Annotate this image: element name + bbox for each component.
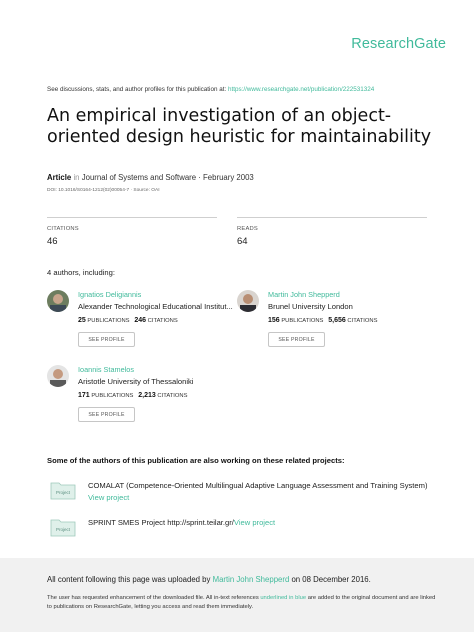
discussion-text: See discussions, stats, and author profiles for this publication at: xyxy=(47,86,228,93)
author-card xyxy=(237,290,437,350)
project-icon xyxy=(50,480,76,500)
author-card xyxy=(47,365,247,425)
avatar[interactable] xyxy=(47,365,69,387)
citations-label: CITATIONS xyxy=(147,318,178,324)
author-publications-count: 156 xyxy=(268,317,280,324)
uploader-link[interactable]: Martin John Shepperd xyxy=(212,575,290,584)
see-profile-button[interactable]: SEE PROFILE xyxy=(78,407,135,422)
article-meta xyxy=(47,173,254,182)
researchgate-logo[interactable]: ResearchGate xyxy=(351,36,446,52)
author-stats xyxy=(78,392,187,399)
author-name[interactable]: Ioannis Stamelos xyxy=(78,365,134,374)
citations-label: CITATIONS xyxy=(47,226,79,232)
project-item xyxy=(50,480,450,510)
project-title: COMALAT (Competence-Oriented Multilingual Adaptive Language Assessment and Training System) xyxy=(88,481,428,490)
publications-label: PUBLICATIONS xyxy=(91,393,134,399)
publications-label: PUBLICATIONS xyxy=(281,318,324,324)
enhancement-notice xyxy=(47,594,437,612)
project-icon xyxy=(50,517,76,537)
project-icon-label: Project xyxy=(55,527,71,532)
author-publications-count: 25 xyxy=(78,317,86,324)
project-title: SPRINT SMES Project http://sprint.teilar.gr/ xyxy=(88,518,234,527)
view-project-link[interactable]: View project xyxy=(233,518,276,527)
project-text xyxy=(88,517,275,529)
author-publications-count: 171 xyxy=(78,392,90,399)
upload-suffix: on 08 December 2016. xyxy=(289,575,371,584)
citations-label: CITATIONS xyxy=(347,318,378,324)
view-project-link[interactable]: View project xyxy=(88,493,130,502)
authors-heading: 4 authors, including: xyxy=(47,268,115,277)
notice-link[interactable]: underlined in blue xyxy=(260,595,307,601)
author-citations-count: 5,656 xyxy=(328,317,346,324)
avatar[interactable] xyxy=(47,290,69,312)
divider-citations xyxy=(47,217,217,218)
author-institution: Brunel University London xyxy=(268,302,353,311)
upload-prefix: All content following this page was uploaded by xyxy=(47,575,213,584)
publication-url-link[interactable]: https://www.researchgate.net/publication/222531324 xyxy=(227,86,375,93)
discussion-line xyxy=(47,86,374,93)
project-item xyxy=(50,517,450,541)
related-projects-heading: Some of the authors of this publication are also working on these related projects: xyxy=(47,456,345,465)
article-venue: Journal of Systems and Software · February 2003 xyxy=(81,173,254,182)
article-title: An empirical investigation of an object-oriented design heuristic for maintainability xyxy=(47,106,432,147)
author-name[interactable]: Ignatios Deligiannis xyxy=(78,290,142,299)
article-in: in xyxy=(73,173,80,182)
author-institution: Aristotle University of Thessaloniki xyxy=(78,377,194,386)
author-stats xyxy=(78,317,178,324)
upload-notice xyxy=(47,575,371,584)
author-institution: Alexander Technological Educational Institut... xyxy=(78,302,233,311)
author-citations-count: 246 xyxy=(134,317,147,324)
article-type: Article xyxy=(47,173,72,182)
avatar[interactable] xyxy=(237,290,259,312)
notice-part-2: are added to the original document and are linked to publications on ResearchGate, letting you access and read them immediately. xyxy=(47,595,436,610)
author-citations-count: 2,213 xyxy=(138,392,156,399)
see-profile-button[interactable]: SEE PROFILE xyxy=(78,332,135,347)
article-doi: DOI: 10.1016/S0164-1212(02)00054-7 · Source: OAI xyxy=(47,188,160,193)
project-icon-label: Project xyxy=(55,490,71,495)
project-text xyxy=(88,480,428,504)
divider-reads xyxy=(237,217,427,218)
reads-label: READS xyxy=(237,226,258,232)
see-profile-button[interactable]: SEE PROFILE xyxy=(268,332,325,347)
citations-label: CITATIONS xyxy=(157,393,188,399)
author-card xyxy=(47,290,247,350)
reads-count: 64 xyxy=(237,236,248,247)
notice-part-1: The user has requested enhancement of the downloaded file. All in-text references xyxy=(47,595,261,601)
author-name[interactable]: Martin John Shepperd xyxy=(268,290,340,299)
publications-label: PUBLICATIONS xyxy=(87,318,130,324)
citations-count: 46 xyxy=(47,236,58,247)
author-stats xyxy=(268,317,377,324)
